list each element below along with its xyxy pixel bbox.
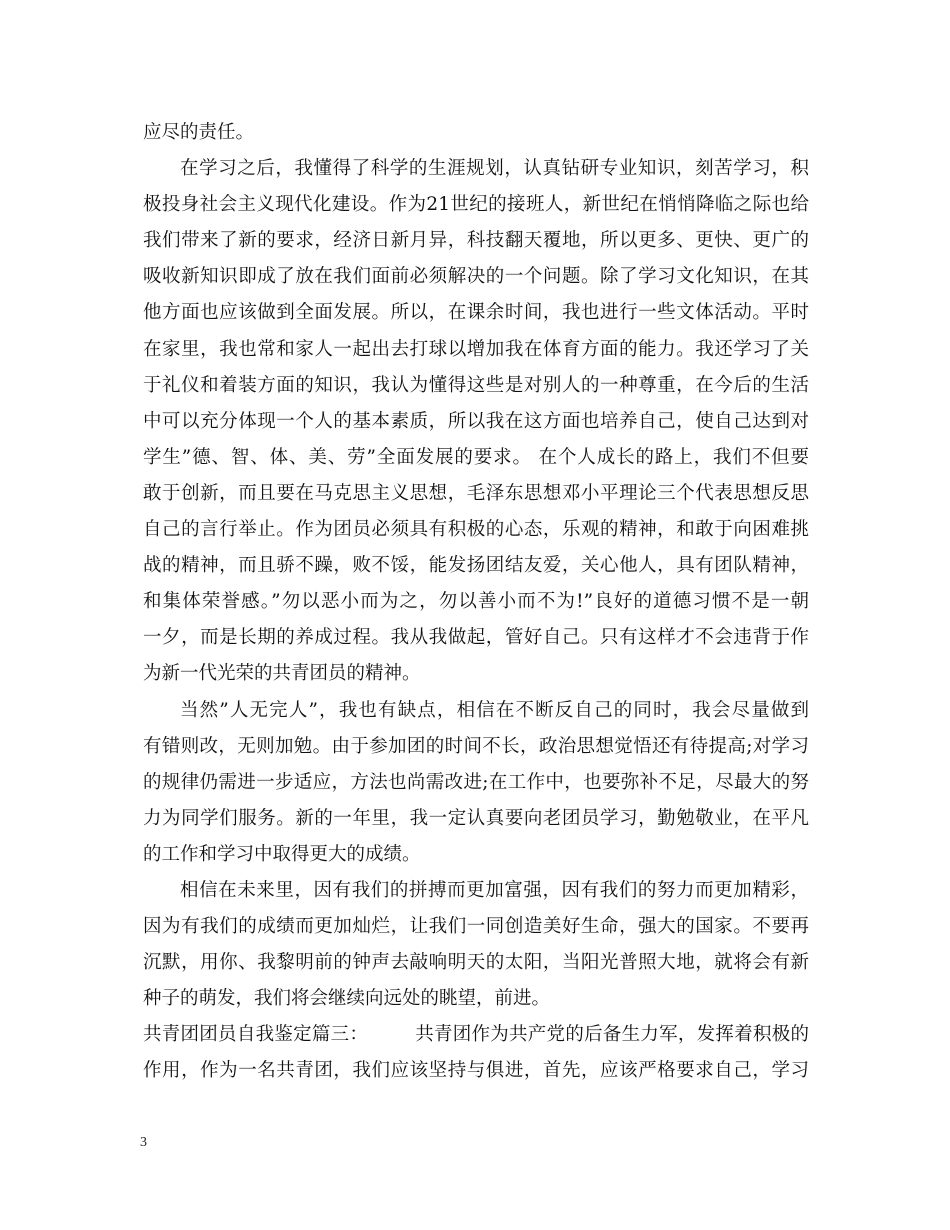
text-line: 有错则改，无则加勉。由于参加团的时间不长，政治思想觉悟还有待提高;对学习 (143, 735, 809, 757)
text-line: 吸收新知识即成了放在我们面前必须解决的一个问题。除了学习文化知识，在其 (143, 266, 809, 288)
text-line: 他方面也应该做到全面发展。所以，在课余时间，我也进行一些文体活动。平时 (143, 302, 809, 324)
text-line: 学生”德、智、体、美、劳”全面发展的要求。 在个人成长的路上，我们不但要 (143, 446, 809, 468)
text-line: 极投身社会主义现代化建设。作为21世纪的接班人，新世纪在悄悄降临之际也给 (143, 194, 809, 216)
text-line: 应尽的责任。 (143, 122, 255, 143)
text-line: 自己的言行举止。作为团员必须具有积极的心态，乐观的精神，和敢于向困难挑 (143, 519, 809, 541)
text-line: 中可以充分体现一个人的基本素质，所以我在这方面也培养自己，使自己达到对 (143, 410, 809, 432)
text-line: 于礼仪和着装方面的知识，我认为懂得这些是对别人的一种尊重，在今后的生活 (143, 374, 809, 396)
paragraph-first-line: 当然”人无完人”，我也有缺点，相信在不断反自己的同时，我会尽量做到 (180, 699, 809, 721)
text-line: 战的精神，而且骄不躁，败不馁，能发扬团结友爱，关心他人，具有团队精神， (143, 555, 809, 577)
text-line: 一夕，而是长期的养成过程。我从我做起，管好自己。只有这样才不会违背于作 (143, 627, 809, 649)
text-line: 和集体荣誉感。”勿以恶小而为之，勿以善小而不为!”良好的道德习惯不是一朝 (143, 591, 809, 613)
section-heading-line: 共青团团员自我鉴定篇三： 共青团作为共产党的后备生力军，发挥着积极的 (143, 1024, 809, 1046)
text-line: 力为同学们服务。新的一年里，我一定认真要向老团员学习，勤勉敬业，在平凡 (143, 807, 809, 829)
text-line: 敢于创新，而且要在马克思主义思想，毛泽东思想邓小平理论三个代表思想反思 (143, 482, 809, 504)
text-line: 作用，作为一名共青团，我们应该坚持与俱进，首先，应该严格要求自己，学习 (143, 1060, 809, 1082)
document-body (143, 115, 809, 1090)
paragraph-first-line: 在学习之后，我懂得了科学的生涯规划，认真钻研专业知识，刻苦学习，积 (180, 158, 809, 180)
text-line: 种子的萌发，我们将会继续向远处的眺望，前进。 (143, 988, 551, 1010)
text-line: 为新一代光荣的共青团员的精神。 (143, 663, 421, 685)
text-line: 的工作和学习中取得更大的成绩。 (143, 843, 421, 865)
text-line: 沉默，用你、我黎明前的钟声去敲响明天的太阳，当阳光普照大地，就将会有新 (143, 952, 809, 974)
page-number: 3 (140, 1135, 147, 1150)
paragraph-first-line: 相信在未来里，因有我们的拼搏而更加富强，因有我们的努力而更加精彩， (180, 879, 809, 901)
text-line: 我们带来了新的要求，经济日新月异，科技翻天覆地，所以更多、更快、更广的 (143, 230, 809, 252)
text-line: 在家里，我也常和家人一起出去打球以增加我在体育方面的能力。我还学习了关 (143, 338, 809, 360)
text-line: 因为有我们的成绩而更加灿烂，让我们一同创造美好生命，强大的国家。不要再 (143, 916, 809, 938)
text-line: 的规律仍需进一步适应，方法也尚需改进;在工作中，也要弥补不足，尽最大的努 (143, 771, 809, 793)
